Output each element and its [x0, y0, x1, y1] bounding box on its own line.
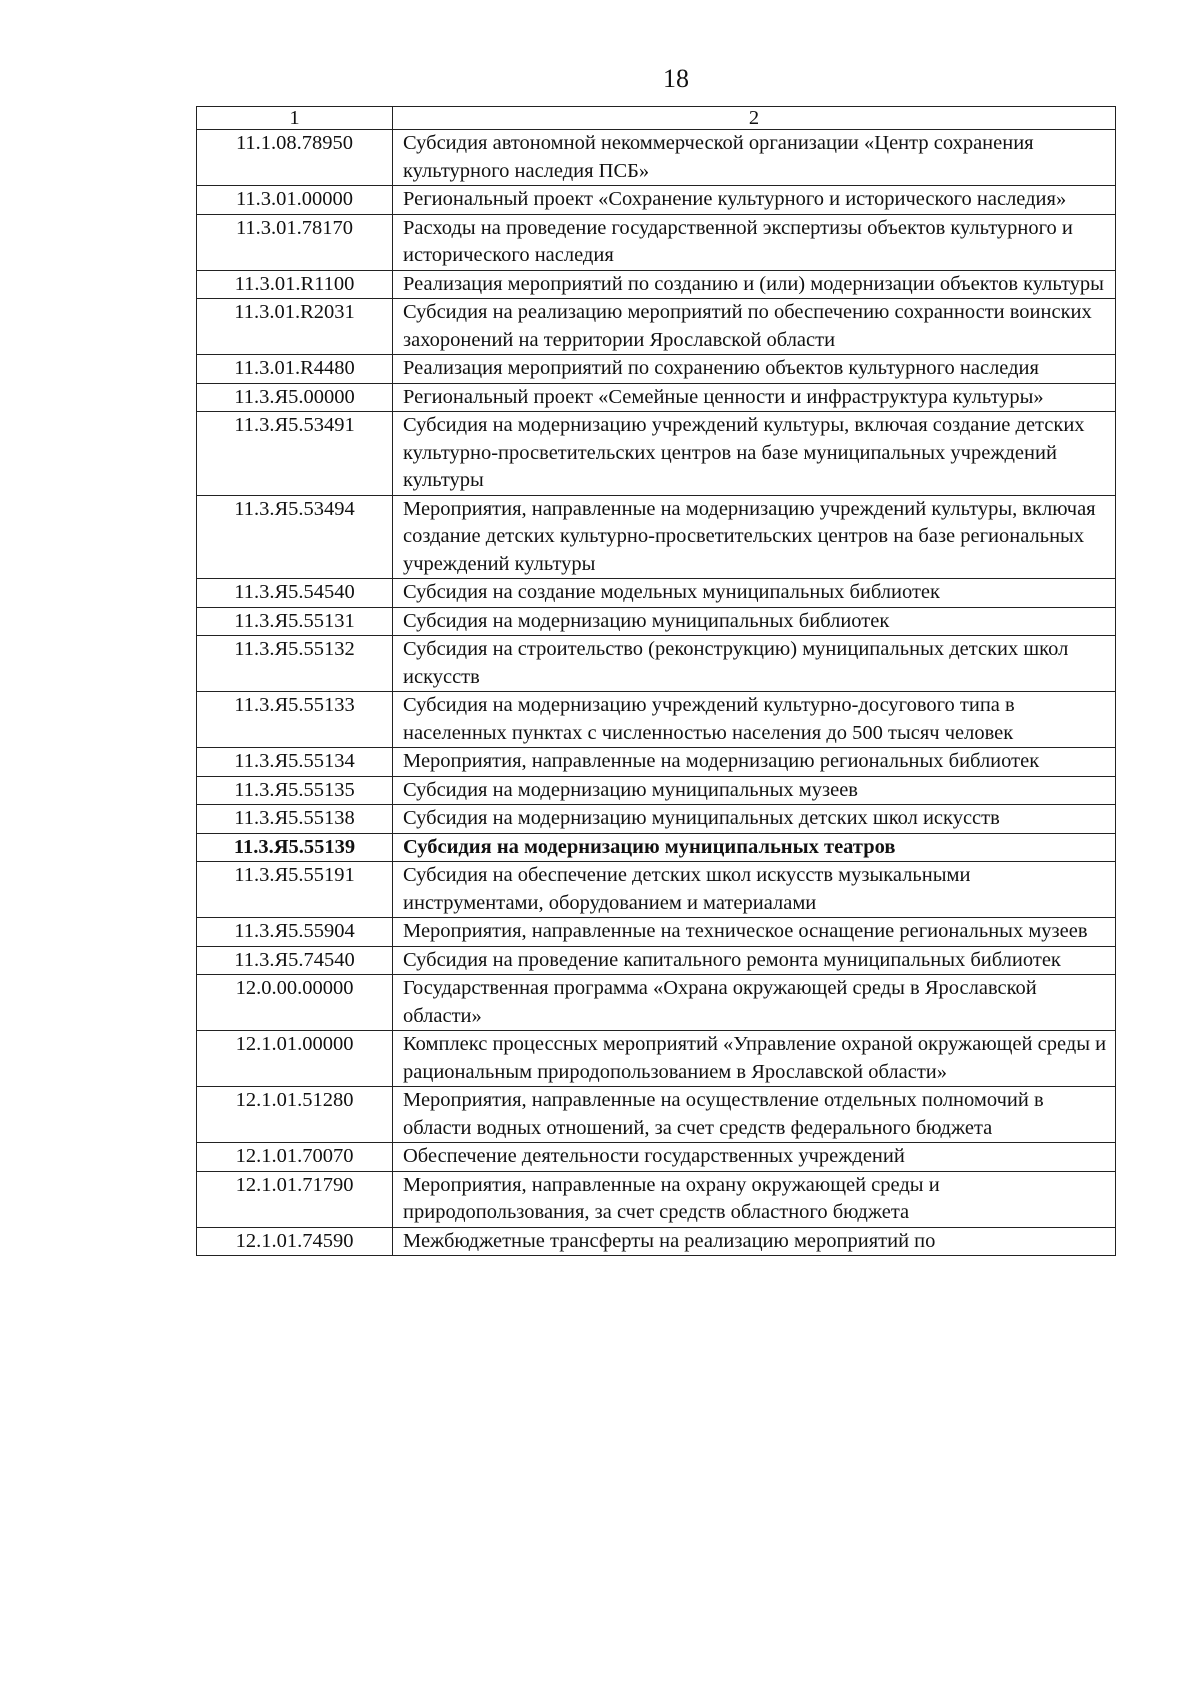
table-row [197, 1143, 1116, 1172]
row-description: Субсидия на создание модельных муниципальных библиотек [393, 579, 1116, 608]
row-description: Субсидия на модернизацию учреждений культурно-досугового типа в населенных пунктах с численностью населения до 500 тысяч человек [393, 692, 1116, 748]
table-row [197, 692, 1116, 748]
row-code: 11.3.Я5.54540 [197, 579, 393, 608]
row-description: Реализация мероприятий по созданию и (или) модернизации объектов культуры [393, 270, 1116, 299]
row-description: Мероприятия, направленные на осуществление отдельных полномочий в области водных отношений, за счет средств федерального бюджета [393, 1087, 1116, 1143]
table-row [197, 1087, 1116, 1143]
row-code: 11.3.01.R4480 [197, 355, 393, 384]
row-description: Комплекс процессных мероприятий «Управление охраной окружающей среды и рациональным природопользованием в Ярославской области» [393, 1031, 1116, 1087]
row-code: 11.1.08.78950 [197, 130, 393, 186]
column-header-1: 1 [197, 107, 393, 130]
row-code: 11.3.Я5.00000 [197, 383, 393, 412]
row-description: Государственная программа «Охрана окружающей среды в Ярославской области» [393, 975, 1116, 1031]
table-row [197, 862, 1116, 918]
row-code: 11.3.Я5.55191 [197, 862, 393, 918]
row-code: 11.3.Я5.53491 [197, 412, 393, 496]
table-row [197, 579, 1116, 608]
row-code: 11.3.Я5.55132 [197, 636, 393, 692]
row-description: Субсидия на модернизацию учреждений культуры, включая создание детских культурно-просветительских центров на базе муниципальных учреждений культуры [393, 412, 1116, 496]
page-number: 18 [663, 64, 689, 93]
table-row [197, 383, 1116, 412]
row-code: 11.3.01.R2031 [197, 299, 393, 355]
row-code: 12.1.01.70070 [197, 1143, 393, 1172]
row-description: Субсидия на модернизацию муниципальных детских школ искусств [393, 805, 1116, 834]
row-description: Субсидия на реализацию мероприятий по обеспечению сохранности воинских захоронений на территории Ярославской области [393, 299, 1116, 355]
row-description: Мероприятия, направленные на охрану окружающей среды и природопользования, за счет средств областного бюджета [393, 1171, 1116, 1227]
row-description: Межбюджетные трансферты на реализацию мероприятий по [393, 1227, 1116, 1256]
row-code: 12.1.01.71790 [197, 1171, 393, 1227]
row-description: Реализация мероприятий по сохранению объектов культурного наследия [393, 355, 1116, 384]
row-description: Мероприятия, направленные на модернизацию учреждений культуры, включая создание детских культурно-просветительских центров на базе региональных учреждений культуры [393, 495, 1116, 579]
row-description: Субсидия автономной некоммерческой организации «Центр сохранения культурного наследия ПСБ» [393, 130, 1116, 186]
table-row [197, 776, 1116, 805]
table-row [197, 833, 1116, 862]
table-row [197, 1171, 1116, 1227]
row-description: Субсидия на обеспечение детских школ искусств музыкальными инструментами, оборудованием и материалами [393, 862, 1116, 918]
table-row [197, 355, 1116, 384]
table-row [197, 214, 1116, 270]
row-description: Субсидия на модернизацию муниципальных театров [393, 833, 1116, 862]
table-row [197, 975, 1116, 1031]
column-header-2: 2 [393, 107, 1116, 130]
row-code: 11.3.Я5.53494 [197, 495, 393, 579]
row-description: Обеспечение деятельности государственных учреждений [393, 1143, 1116, 1172]
row-code: 11.3.Я5.55133 [197, 692, 393, 748]
table-row [197, 270, 1116, 299]
row-description: Региональный проект «Сохранение культурного и исторического наследия» [393, 186, 1116, 215]
row-code: 12.1.01.74590 [197, 1227, 393, 1256]
row-description: Мероприятия, направленные на модернизацию региональных библиотек [393, 748, 1116, 777]
row-code: 12.1.01.51280 [197, 1087, 393, 1143]
row-description: Субсидия на модернизацию муниципальных библиотек [393, 607, 1116, 636]
table-row [197, 1031, 1116, 1087]
row-code: 12.0.00.00000 [197, 975, 393, 1031]
row-code: 11.3.01.00000 [197, 186, 393, 215]
row-code: 11.3.01.78170 [197, 214, 393, 270]
table-row [197, 918, 1116, 947]
table-row [197, 299, 1116, 355]
row-description: Расходы на проведение государственной экспертизы объектов культурного и исторического наследия [393, 214, 1116, 270]
row-description: Субсидия на строительство (реконструкцию) муниципальных детских школ искусств [393, 636, 1116, 692]
table-row [197, 130, 1116, 186]
row-code: 11.3.Я5.55131 [197, 607, 393, 636]
table-row [197, 1227, 1116, 1256]
table-row [197, 946, 1116, 975]
row-code: 11.3.Я5.55138 [197, 805, 393, 834]
row-description: Субсидия на модернизацию муниципальных музеев [393, 776, 1116, 805]
table-row [197, 607, 1116, 636]
table-row [197, 412, 1116, 496]
table-row [197, 495, 1116, 579]
row-description: Мероприятия, направленные на техническое оснащение региональных музеев [393, 918, 1116, 947]
row-description: Региональный проект «Семейные ценности и инфраструктура культуры» [393, 383, 1116, 412]
row-code: 11.3.Я5.74540 [197, 946, 393, 975]
table-row [197, 636, 1116, 692]
row-code: 11.3.01.R1100 [197, 270, 393, 299]
row-code: 11.3.Я5.55134 [197, 748, 393, 777]
table-header-row [197, 107, 1116, 130]
code-table [196, 106, 1116, 1256]
row-code: 12.1.01.00000 [197, 1031, 393, 1087]
table-row [197, 748, 1116, 777]
table-row [197, 805, 1116, 834]
table-body [197, 130, 1116, 1256]
row-code: 11.3.Я5.55135 [197, 776, 393, 805]
table-row [197, 186, 1116, 215]
row-code: 11.3.Я5.55904 [197, 918, 393, 947]
row-code: 11.3.Я5.55139 [197, 833, 393, 862]
row-description: Субсидия на проведение капитального ремонта муниципальных библиотек [393, 946, 1116, 975]
